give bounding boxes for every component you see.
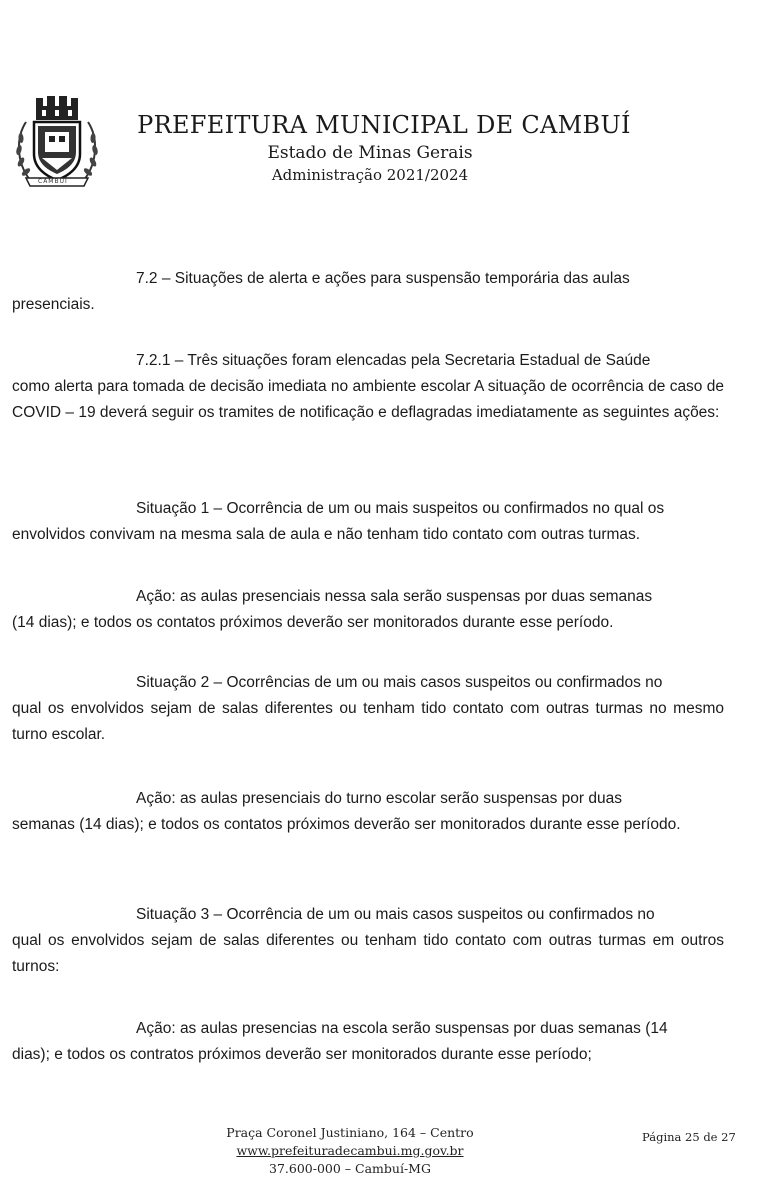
municipality-title: PREFEITURA MUNICIPAL DE CAMBUÍ <box>137 111 631 139</box>
paragraph-lead: Ação: as aulas presenciais do turno escolar serão suspensas por duas <box>136 790 622 807</box>
crest-ribbon-text: CAMBUÍ <box>38 178 68 185</box>
paragraph-lead: Situação 1 – Ocorrência de um ou mais suspeitos ou confirmados no qual os <box>136 500 665 517</box>
state-subtitle: Estado de Minas Gerais <box>267 143 473 163</box>
letterhead <box>100 108 640 186</box>
paragraph-situation-1 <box>12 496 724 548</box>
paragraph-7-2-1 <box>12 348 724 426</box>
page-number: Página 25 de 27 <box>642 1130 736 1144</box>
paragraph-lead: 7.2 – Situações de alerta e ações para suspensão temporária das aulas <box>136 270 630 287</box>
paragraph-rest: semanas (14 dias); e todos os contatos próximos deverão ser monitorados durante esse período. <box>12 816 681 833</box>
footer-cep-city: 37.600-000 – Cambuí-MG <box>269 1161 431 1176</box>
footer-website-link[interactable]: www.prefeituradecambui.mg.gov.br <box>236 1143 464 1158</box>
page-footer <box>200 1124 500 1178</box>
paragraph-rest: presenciais. <box>12 296 95 313</box>
paragraph-lead: 7.2.1 – Três situações foram elencadas pela Secretaria Estadual de Saúde <box>136 352 651 369</box>
paragraph-action-1 <box>12 584 724 636</box>
paragraph-action-2 <box>12 786 724 838</box>
paragraph-lead: Situação 2 – Ocorrências de um ou mais casos suspeitos ou confirmados no <box>136 674 663 691</box>
paragraph-lead: Situação 3 – Ocorrência de um ou mais casos suspeitos ou confirmados no <box>136 906 655 923</box>
paragraph-rest: qual os envolvidos sejam de salas diferentes ou tenham tido contato com outras turmas no mesmo turno escolar. <box>12 700 724 743</box>
paragraph-lead: Ação: as aulas presenciais nessa sala serão suspensas por duas semanas <box>136 588 653 605</box>
paragraph-7-2 <box>12 266 724 318</box>
paragraph-rest: qual os envolvidos sejam de salas diferentes ou tenham tido contato com outras turmas em outros turnos: <box>12 932 724 975</box>
administration-term: Administração 2021/2024 <box>271 166 469 184</box>
paragraph-rest: como alerta para tomada de decisão imediata no ambiente escolar A situação de ocorrência de caso de COVID – 19 deverá seguir os tramites de notificação e deflagradas imediatamente as seguintes ações: <box>12 378 724 421</box>
paragraph-rest: dias); e todos os contratos próximos deverão ser monitorados durante esse período; <box>12 1046 592 1063</box>
paragraph-situation-2 <box>12 670 724 748</box>
paragraph-action-3 <box>12 1016 724 1068</box>
paragraph-situation-3 <box>12 902 724 980</box>
footer-address: Praça Coronel Justiniano, 164 – Centro <box>226 1125 474 1140</box>
paragraph-lead: Ação: as aulas presencias na escola serão suspensas por duas semanas (14 <box>136 1020 668 1037</box>
municipal-crest-icon <box>12 92 102 190</box>
paragraph-rest: (14 dias); e todos os contatos próximos deverão ser monitorados durante esse período. <box>12 614 614 631</box>
paragraph-rest: envolvidos convivam na mesma sala de aula e não tenham tido contato com outras turmas. <box>12 526 641 543</box>
